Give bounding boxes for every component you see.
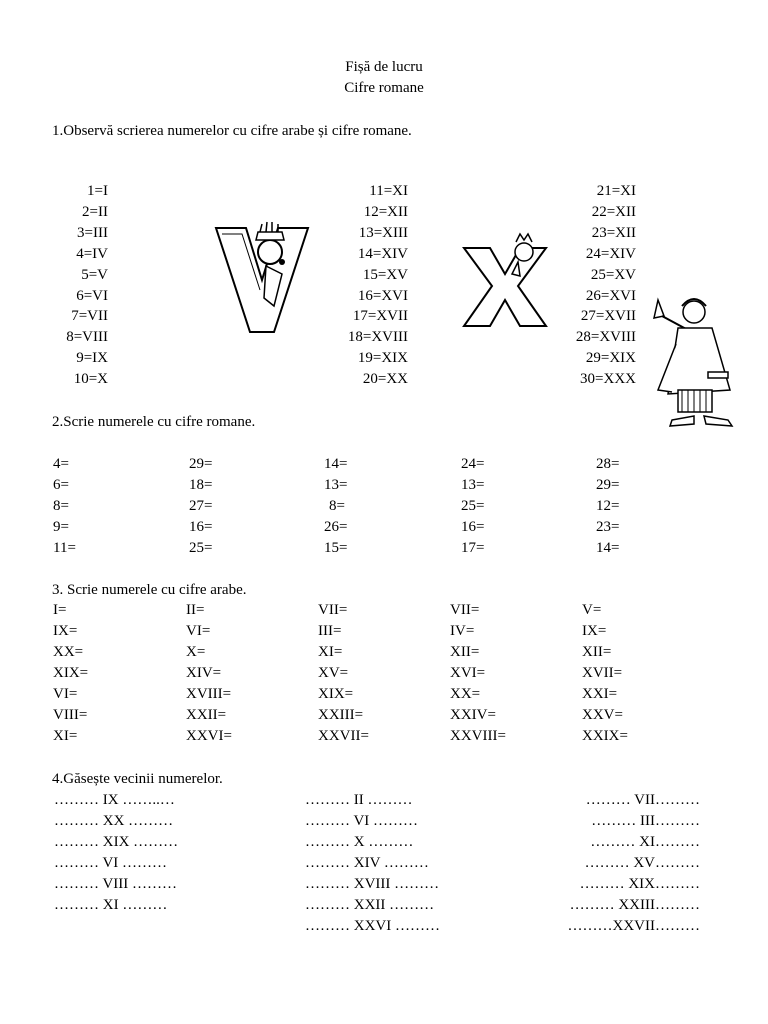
arabic-number-prompt: 14= — [324, 456, 348, 472]
neighbor-exercise-item: ……… XX ……… — [54, 813, 174, 829]
roman-equivalence-item: 6=VI — [76, 287, 108, 304]
roman-number-prompt: XXVII= — [318, 728, 369, 744]
roman-equivalence-item: 21=XI — [596, 183, 636, 199]
neighbor-exercise-item: ……… VIII ……… — [54, 876, 178, 892]
neighbor-exercise-item: ……… XV……… — [584, 855, 700, 871]
roman-equivalence-item: 30=XXX — [580, 371, 636, 388]
neighbor-exercise-item: ……… VI ……… — [305, 813, 419, 829]
roman-equivalence-item: 28=XVIII — [575, 329, 636, 346]
roman-equivalence-item: 14=XIV — [357, 245, 408, 262]
roman-equivalence-item: 4=IV — [76, 245, 108, 262]
roman-equivalence-item: 23=XII — [591, 224, 636, 241]
roman-number-prompt: XVII= — [582, 665, 623, 681]
roman-equivalence-item: 1=I — [87, 183, 108, 199]
roman-number-prompt: XV= — [318, 665, 349, 681]
arabic-number-prompt: 28= — [596, 456, 620, 472]
arabic-number-prompt: 27= — [189, 498, 213, 514]
neighbor-exercise-item: ……… XI ……… — [54, 897, 168, 913]
arabic-number-prompt: 6= — [53, 477, 69, 493]
arabic-number-prompt: 24= — [461, 456, 485, 472]
roman-equivalence-item: 27=XVII — [580, 308, 636, 325]
arabic-number-prompt: 18= — [189, 477, 213, 493]
arabic-number-prompt: 14= — [596, 540, 620, 556]
roman-equivalence-item: 22=XII — [591, 203, 636, 220]
roman-number-prompt: XX= — [53, 644, 84, 660]
roman-equivalence-item: 11=XI — [369, 183, 408, 199]
roman-number-prompt: VII= — [318, 602, 348, 618]
arabic-number-prompt: 23= — [596, 519, 620, 535]
roman-equivalence-item: 15=XV — [362, 266, 408, 283]
roman-equivalence-item: 26=XVI — [585, 287, 636, 304]
arabic-number-prompt: 8= — [329, 498, 345, 514]
neighbor-exercise-item: ……… XXII ……… — [305, 897, 435, 913]
roman-number-prompt: XIX= — [53, 665, 89, 681]
roman-number-prompt: IV= — [450, 623, 475, 639]
neighbor-exercise-item: ………XXVII……… — [567, 918, 700, 934]
roman-equivalence-item: 19=XIX — [357, 350, 408, 367]
roman-number-prompt: V= — [582, 602, 602, 618]
roman-number-prompt: VI= — [186, 623, 211, 639]
roman-number-prompt: VIII= — [53, 707, 88, 723]
roman-number-prompt: XXVI= — [186, 728, 232, 744]
neighbor-exercise-item: ……… XXIII……… — [569, 897, 700, 913]
arabic-number-prompt: 26= — [324, 519, 348, 535]
arabic-number-prompt: 13= — [324, 477, 348, 493]
arabic-number-prompt: 12= — [596, 498, 620, 514]
roman-equivalence-item: 20=XX — [362, 371, 408, 388]
roman-equivalence-item: 12=XII — [363, 203, 408, 220]
roman-number-prompt: XXI= — [582, 686, 618, 702]
arabic-number-prompt: 11= — [53, 540, 76, 556]
roman-number-prompt: VI= — [53, 686, 78, 702]
neighbor-exercise-item: ……… VI ……… — [54, 855, 168, 871]
roman-equivalence-item: 10=X — [73, 371, 108, 388]
roman-number-prompt: IX= — [582, 623, 607, 639]
section2-heading: 2.Scrie numerele cu cifre romane. — [52, 414, 256, 430]
arabic-number-prompt: 9= — [53, 519, 69, 535]
roman-equivalence-item: 29=XIX — [585, 350, 636, 367]
roman-number-prompt: XXIII= — [318, 707, 364, 723]
roman-equivalence-item: 13=XIII — [358, 224, 408, 241]
roman-number-prompt: XXII= — [186, 707, 227, 723]
roman-number-prompt: XII= — [582, 644, 612, 660]
neighbor-exercise-item: ……… X ……… — [305, 834, 414, 850]
roman-number-prompt: XVIII= — [186, 686, 232, 702]
roman-number-prompt: II= — [186, 602, 205, 618]
page-title: Fișă de lucru — [345, 59, 423, 75]
roman-number-prompt: XXIV= — [450, 707, 496, 723]
roman-number-prompt: X= — [186, 644, 206, 660]
page-subtitle: Cifre romane — [344, 80, 424, 96]
arabic-number-prompt: 17= — [461, 540, 485, 556]
arabic-number-prompt: 13= — [461, 477, 485, 493]
roman-number-prompt: I= — [53, 602, 67, 618]
neighbor-exercise-item: ……… XXVI ……… — [305, 918, 440, 934]
neighbor-exercise-item: ……… XI……… — [590, 834, 700, 850]
roman-equivalence-item: 8=VIII — [66, 329, 108, 346]
section3-heading: 3. Scrie numerele cu cifre arabe. — [52, 582, 247, 598]
arabic-number-prompt: 29= — [596, 477, 620, 493]
neighbor-exercise-item: ……… XIX ……… — [54, 834, 179, 850]
roman-number-prompt: III= — [318, 623, 342, 639]
neighbor-exercise-item: ……… XIX……… — [579, 876, 700, 892]
neighbor-exercise-item: ……… VII……… — [585, 792, 700, 808]
arabic-number-prompt: 4= — [53, 456, 69, 472]
roman-number-prompt: IX= — [53, 623, 78, 639]
roman-number-prompt: XXIX= — [582, 728, 628, 744]
neighbor-exercise-item: ……… IX ……..… — [54, 792, 175, 808]
roman-equivalence-item: 9=IX — [76, 350, 108, 367]
neighbor-exercise-item: ……… II ……… — [305, 792, 413, 808]
roman-number-prompt: XXVIII= — [450, 728, 506, 744]
section4-heading: 4.Găsește vecinii numerelor. — [52, 771, 223, 787]
arabic-number-prompt: 25= — [189, 540, 213, 556]
roman-number-prompt: XII= — [450, 644, 480, 660]
roman-equivalence-item: 5=V — [81, 266, 108, 283]
roman-equivalence-item: 24=XIV — [585, 245, 636, 262]
roman-emperor-icon — [648, 290, 764, 430]
roman-equivalence-item: 2=II — [82, 203, 108, 220]
arabic-number-prompt: 16= — [189, 519, 213, 535]
roman-number-prompt: XVI= — [450, 665, 486, 681]
roman-emperor-peeking-icon — [460, 230, 550, 330]
roman-equivalence-item: 17=XVII — [352, 308, 408, 325]
neighbor-exercise-item: ……… III……… — [591, 813, 700, 829]
arabic-number-prompt: 15= — [324, 540, 348, 556]
roman-number-prompt: XI= — [53, 728, 78, 744]
arabic-number-prompt: 29= — [189, 456, 213, 472]
neighbor-exercise-item: ……… XVIII ……… — [305, 876, 440, 892]
roman-number-prompt: XI= — [318, 644, 343, 660]
roman-number-prompt: XXV= — [582, 707, 623, 723]
roman-number-prompt: VII= — [450, 602, 480, 618]
roman-equivalence-item: 16=XVI — [357, 287, 408, 304]
arabic-number-prompt: 8= — [53, 498, 69, 514]
roman-equivalence-item: 18=XVIII — [347, 329, 408, 346]
roman-soldier-peeking-icon — [212, 214, 312, 338]
roman-equivalence-item: 3=III — [77, 224, 108, 241]
roman-number-prompt: XIX= — [318, 686, 354, 702]
arabic-number-prompt: 16= — [461, 519, 485, 535]
neighbor-exercise-item: ……… XIV ……… — [305, 855, 429, 871]
section1-heading: 1.Observă scrierea numerelor cu cifre arabe și cifre romane. — [52, 123, 412, 139]
roman-equivalence-item: 7=VII — [71, 308, 108, 325]
arabic-number-prompt: 25= — [461, 498, 485, 514]
roman-number-prompt: XX= — [450, 686, 481, 702]
roman-equivalence-item: 25=XV — [590, 266, 636, 283]
roman-number-prompt: XIV= — [186, 665, 222, 681]
